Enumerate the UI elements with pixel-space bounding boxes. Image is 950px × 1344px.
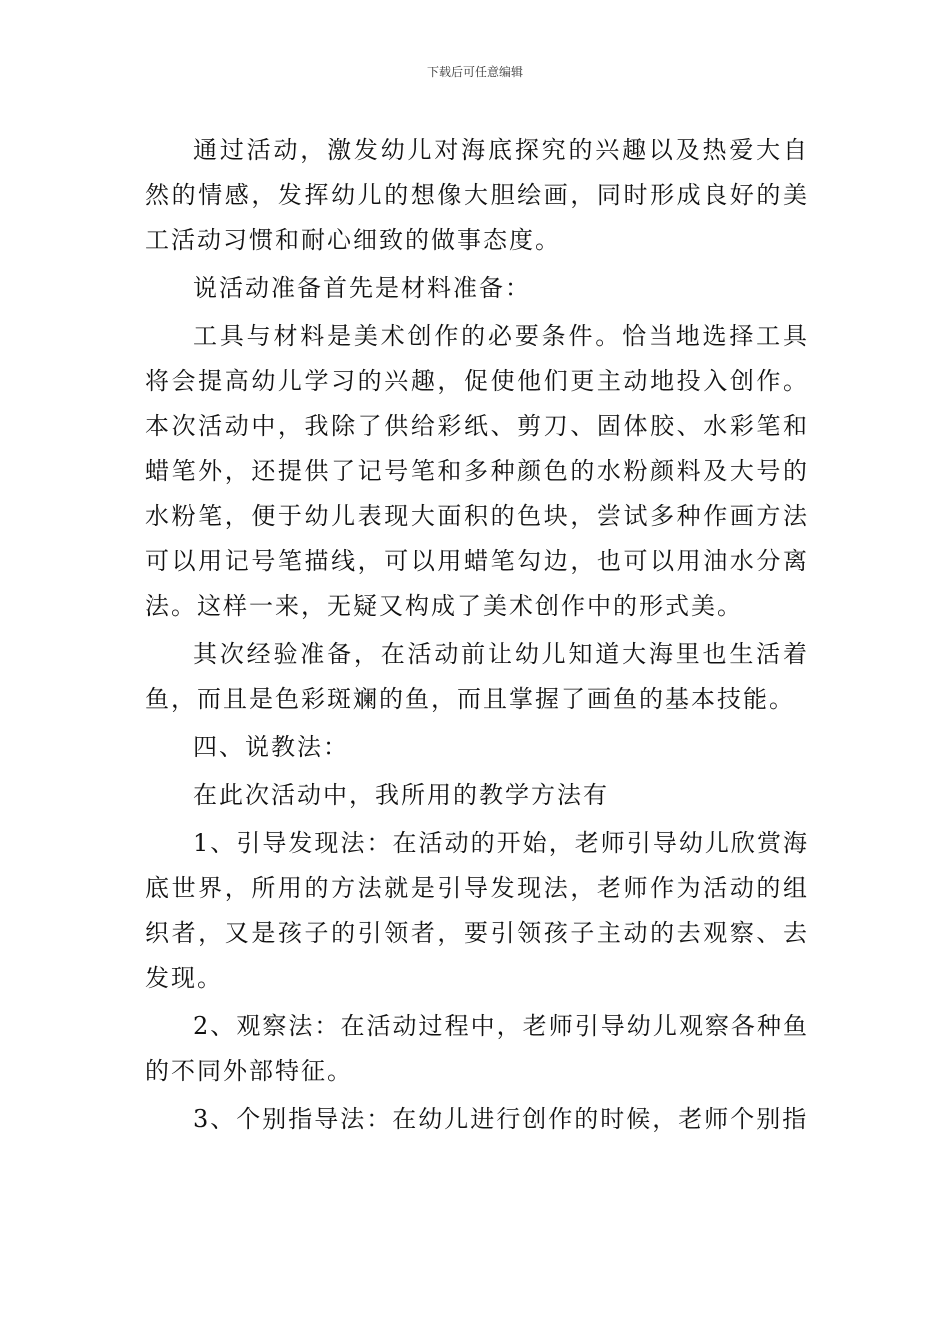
paragraph-materials: 工具与材料是美术创作的必要条件。恰当地选择工具将会提高幼儿学习的兴趣，促使他们更主动地投入创作。本次活动中，我除了供给彩纸、剪刀、固体胶、水彩笔和蜡笔外，还提供了记号笔和多种颜色的水粉颜料及大号的水粉笔，便于幼儿表现大面积的色块，尝试多种作画方法可以用记号笔描线，可以用蜡笔勾边，也可以用油水分离法。这样一来，无疑又构成了美术创作中的形式美。 [145,322,809,620]
document-body [145,128,809,1145]
paragraph-method-observation: 2、观察法：在活动过程中，老师引导幼儿观察各种鱼的不同外部特征。 [145,1012,809,1085]
paragraph-method-guided-discovery: 1、引导发现法：在活动的开始，老师引导幼儿欣赏海底世界，所用的方法就是引导发现法，老师作为活动的组织者，又是孩子的引领者，要引领孩子主动的去观察、去发现。 [145,829,809,992]
section-heading-teaching-methods: 四、说教法： [193,733,349,761]
paragraph-method-individual-guidance: 3、个别指导法：在幼儿进行创作的时候，老师个别指 [193,1105,809,1133]
page-header-note: 下载后可任意编辑 [426,65,523,79]
paragraph-activity-goal: 通过活动，激发幼儿对海底探究的兴趣以及热爱大自然的情感，发挥幼儿的想像大胆绘画，同时形成良好的美工活动习惯和耐心细致的做事态度。 [145,136,809,254]
paragraph-experience-preparation: 其次经验准备，在活动前让幼儿知道大海里也生活着鱼，而且是色彩斑斓的鱼，而且掌握了画鱼的基本技能。 [145,640,809,713]
paragraph-preparation-heading: 说活动准备首先是材料准备： [193,274,531,302]
paragraph-methods-intro: 在此次活动中，我所用的教学方法有 [193,781,609,809]
